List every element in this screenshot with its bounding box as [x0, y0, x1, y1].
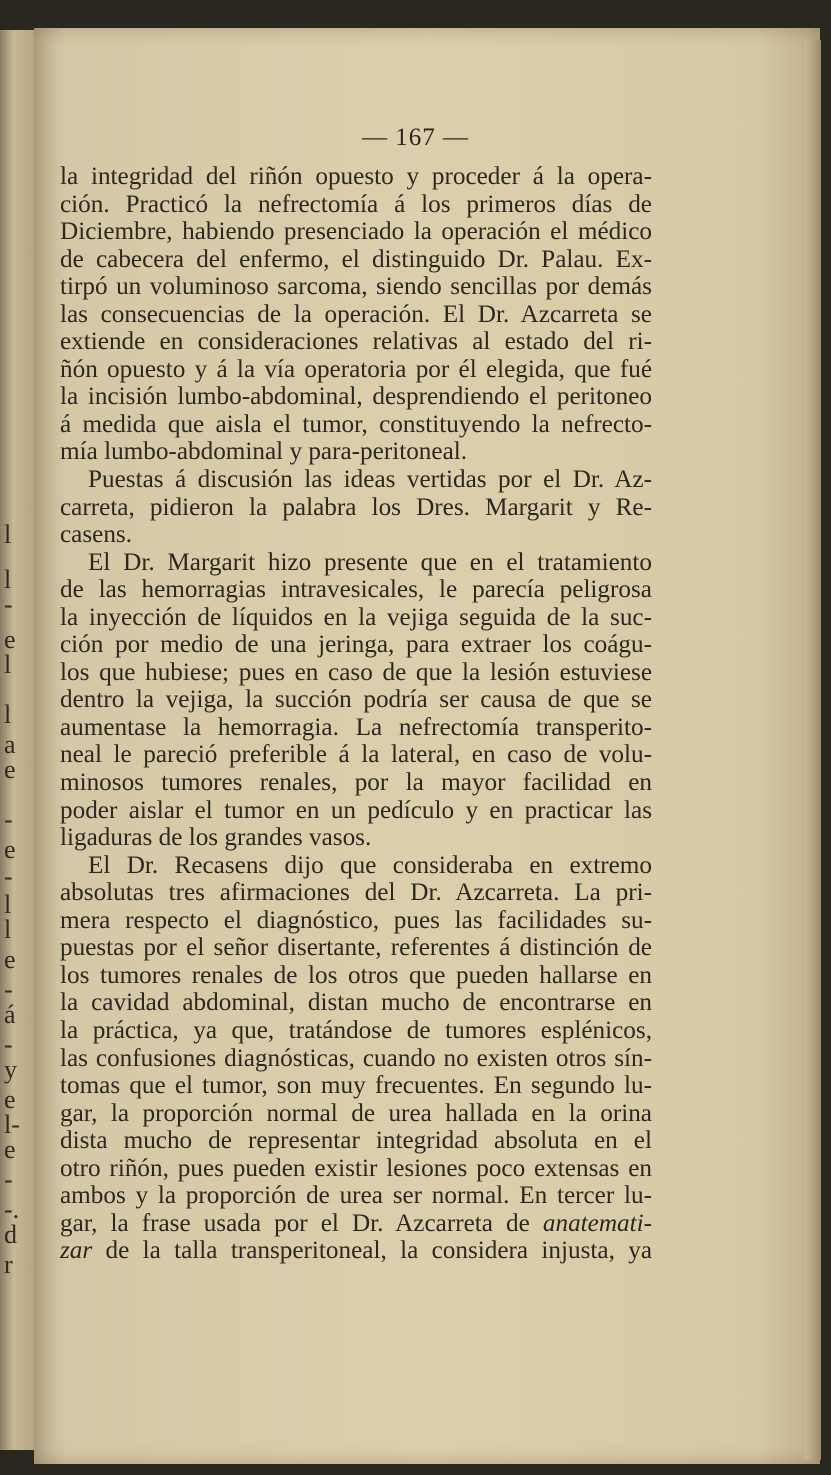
- line-text: El Dr. Margarit hizo presente que en el tratamiento: [88, 548, 652, 576]
- facing-page-fragment: e: [4, 945, 16, 974]
- line-text: dentro la vejiga, la succión podría ser causa de que se: [60, 686, 652, 714]
- line-text: neal le pareció preferible á la lateral, en caso de volu-: [60, 741, 652, 769]
- facing-page-fragment: d: [4, 1220, 17, 1249]
- facing-page-fragment: l: [4, 890, 12, 919]
- text-line: [60, 1210, 652, 1238]
- text-line: [60, 328, 652, 356]
- line-text: minosos tumores renales, por la mayor facilidad en: [60, 769, 652, 797]
- text-line: [60, 714, 652, 742]
- line-text: absolutas tres afirmaciones del Dr. Azcarreta. La pri-: [60, 879, 652, 907]
- facing-page-fragment: a: [4, 730, 16, 759]
- facing-page-fragment: l: [4, 700, 12, 729]
- line-text: mera respecto el diagnóstico, pues las facilidades su-: [60, 906, 652, 934]
- line-text: ción por medio de una jeringa, para extraer los coágu-: [60, 631, 652, 659]
- line-text: gar, la proporción normal de urea hallada en la orina: [60, 1099, 652, 1127]
- page-stack-edge: [805, 40, 821, 1460]
- text-line: [60, 1072, 652, 1100]
- facing-page-fragment: -.: [4, 1195, 20, 1224]
- facing-page-fragment: -: [4, 805, 13, 834]
- facing-page-fragment: e: [4, 835, 16, 864]
- line-text: Puestas á discusión las ideas vertidas por el Dr. Az-: [88, 466, 652, 494]
- italic-word: anatemati-: [542, 1209, 653, 1237]
- text-line: [60, 191, 652, 219]
- body-text: [60, 163, 652, 1265]
- text-line: [60, 769, 652, 797]
- text-line: [60, 218, 652, 246]
- page-number: — 167 —: [362, 124, 469, 151]
- facing-page-fragment: -: [4, 862, 13, 891]
- line-text: otro riñón, pues pueden existir lesiones poco extensas en: [60, 1154, 652, 1182]
- line-text: la integridad del riñón opuesto y proceder á la opera-: [60, 163, 652, 190]
- text-line: [60, 879, 652, 907]
- line-text: El Dr. Recasens dijo que consideraba en extremo: [88, 851, 652, 879]
- text-line: [60, 383, 652, 411]
- line-text: gar, la frase usada por el Dr. Azcarreta de: [60, 1209, 530, 1237]
- line-text: de la talla transperitoneal, la considera injusta, ya: [105, 1237, 652, 1265]
- line-text: ción. Practicó la nefrectomía á los primeros días de: [60, 190, 652, 218]
- text-line: [60, 246, 652, 274]
- text-line: [60, 411, 652, 439]
- line-text: las consecuencias de la operación. El Dr. Azcarreta se: [60, 300, 652, 328]
- facing-page-fragment: e: [4, 755, 16, 784]
- text-line: [60, 1237, 652, 1265]
- text-line: [60, 1182, 652, 1210]
- text-line: [60, 1017, 652, 1045]
- text-line: [60, 1127, 652, 1155]
- text-line: [60, 438, 652, 466]
- text-line: [60, 962, 652, 990]
- text-line: [60, 1155, 652, 1183]
- line-text: á medida que aisla el tumor, constituyendo la nefrecto-: [60, 410, 652, 438]
- text-line: [60, 659, 652, 687]
- line-text: dista mucho de representar integridad absoluta en el: [60, 1127, 652, 1155]
- facing-page-edge: [0, 30, 34, 1450]
- text-line: [60, 1045, 652, 1073]
- line-text: la cavidad abdominal, distan mucho de encontrarse en: [60, 989, 652, 1017]
- text-line: [60, 797, 652, 825]
- facing-page-fragment: -: [4, 975, 13, 1004]
- line-text: de cabecera del enfermo, el distinguido Dr. Palau. Ex-: [60, 245, 652, 273]
- text-line: [60, 163, 652, 191]
- line-text: poder aislar el tumor en un pedículo y en practicar las: [60, 796, 652, 824]
- facing-page-fragment: e: [4, 625, 16, 654]
- facing-page-fragments: [0, 30, 34, 1450]
- facing-page-fragment: l: [4, 650, 12, 679]
- facing-page-fragment: -: [4, 1030, 13, 1059]
- italic-word: zar: [60, 1237, 93, 1265]
- line-text: las confusiones diagnósticas, cuando no existen otros sín-: [60, 1044, 652, 1072]
- facing-page-fragment: l-: [4, 1110, 20, 1139]
- line-text: mía lumbo-abdominal y para-peritoneal.: [60, 438, 468, 466]
- facing-page-fragment: r: [4, 1250, 13, 1279]
- facing-page-fragment: l: [4, 915, 12, 944]
- line-text: tomas que el tumor, son muy frecuentes. En segundo lu-: [60, 1072, 652, 1100]
- facing-page-fragment: -: [4, 590, 13, 619]
- line-text: los que hubiese; pues en caso de que la lesión estuviese: [60, 658, 652, 686]
- line-text: la incisión lumbo-abdominal, desprendiendo el peritoneo: [60, 383, 652, 411]
- text-line: [60, 686, 652, 714]
- text-line: [60, 604, 652, 632]
- text-line: [60, 631, 652, 659]
- text-line: [60, 466, 652, 494]
- line-text: ñón opuesto y á la vía operatoria por él elegida, que fué: [60, 355, 652, 383]
- text-line: [60, 273, 652, 301]
- text-line: [60, 741, 652, 769]
- facing-page-fragment: l: [4, 520, 12, 549]
- line-text: casens.: [60, 521, 133, 549]
- text-line: [60, 301, 652, 329]
- text-line: [60, 989, 652, 1017]
- text-line: [60, 1100, 652, 1128]
- text-line: [60, 907, 652, 935]
- line-text: la inyección de líquidos en la vejiga seguida de la suc-: [60, 603, 652, 631]
- line-text: de las hemorragias intravesicales, le parecía peligrosa: [60, 576, 652, 604]
- text-line: [60, 934, 652, 962]
- facing-page-fragment: y: [4, 1055, 17, 1084]
- line-text: tirpó un voluminoso sarcoma, siendo sencillas por demás: [60, 273, 652, 301]
- text-line: [60, 494, 652, 522]
- text-line: [60, 576, 652, 604]
- line-text: ligaduras de los grandes vasos.: [60, 824, 372, 852]
- line-text: la práctica, ya que, tratándose de tumores esplénicos,: [60, 1016, 652, 1044]
- text-line: [60, 824, 652, 852]
- line-text: extiende en consideraciones relativas al estado del ri-: [60, 328, 652, 356]
- line-text: Diciembre, habiendo presenciado la operación el médico: [60, 218, 652, 246]
- text-line: [60, 521, 652, 549]
- facing-page-fragment: -: [4, 1165, 13, 1194]
- line-text: los tumores renales de los otros que pueden hallarse en: [60, 961, 652, 989]
- line-text: aumentase la hemorragia. La nefrectomía transperito-: [60, 713, 652, 741]
- facing-page-fragment: á: [4, 1000, 16, 1029]
- line-text: ambos y la proporción de urea ser normal. En tercer lu-: [60, 1182, 652, 1210]
- text-line: [60, 356, 652, 384]
- facing-page-fragment: e: [4, 1135, 16, 1164]
- text-line: [60, 852, 652, 880]
- text-line: [60, 549, 652, 577]
- facing-page-fragment: l: [4, 565, 12, 594]
- line-text: puestas por el señor disertante, referentes á distinción de: [60, 934, 652, 962]
- line-text: carreta, pidieron la palabra los Dres. Margarit y Re-: [60, 493, 652, 521]
- facing-page-fragment: e: [4, 1085, 16, 1114]
